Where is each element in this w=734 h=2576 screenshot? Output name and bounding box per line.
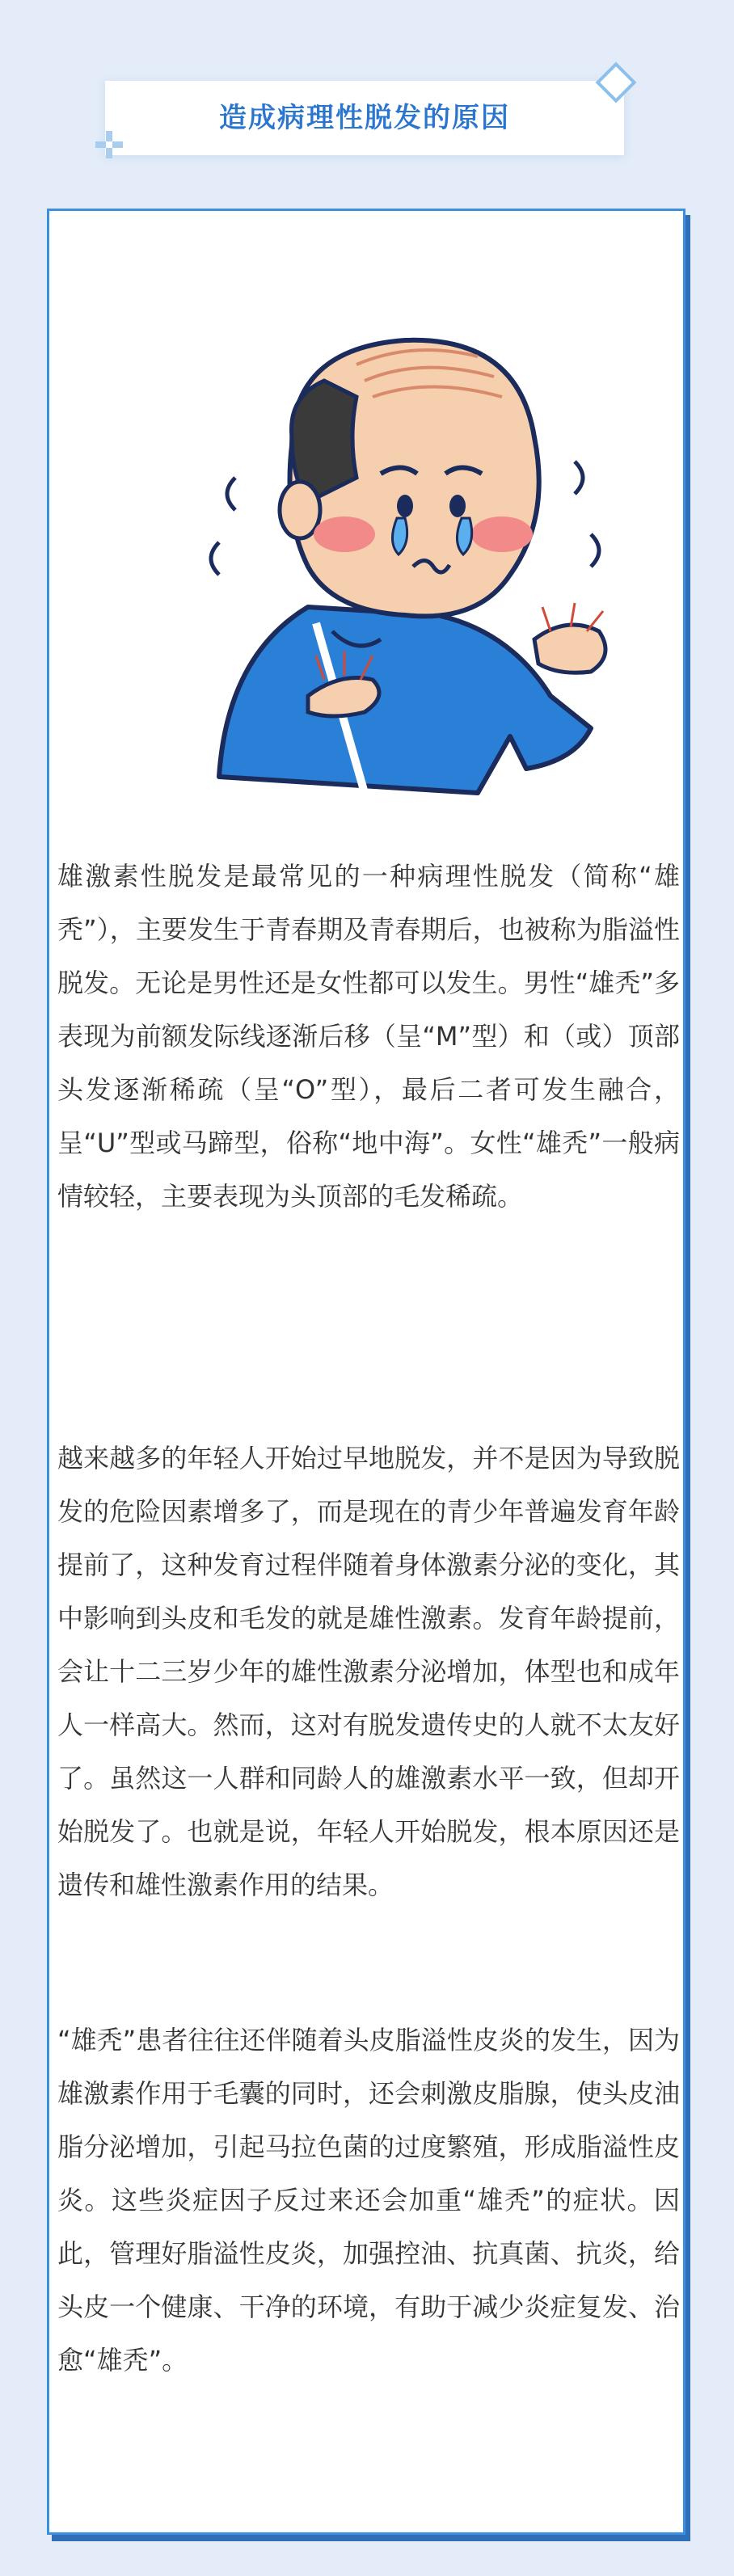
paragraph-androgenetic-alopecia: 雄激素性脱发是最常见的一种病理性脱发（简称“雄秃”），主要发生于青春期及青春期后，也被称为脂溢性脱发。无论是男性还是女性都可以发生。男性“雄秃”多表现为前额发际线逐渐后移（呈“M”型）和（或）顶部头发逐渐稀疏（呈“O”型），最后二者可发生融合，呈“U”型或马蹄型，俗称“地中海”。女性“雄秃”一般病情较轻，主要表现为头顶部的毛发稀疏。 (57, 861, 680, 1212)
paragraph-young-people-hair-loss: 越来越多的年轻人开始过早地脱发，并不是因为导致脱发的危险因素增多了，而是现在的青少年普遍发育年龄提前了，这种发育过程伴随着身体激素分泌的变化，其中影响到头皮和毛发的就是雄性激素。发育年龄提前，会让十二三岁少年的雄性激素分泌增加，体型也和成年人一样高大。然而，这对有脱发遗传史的人就不太友好了。虽然这一人群和同龄人的雄激素水平一致，但却开始脱发了。也就是说，年轻人开始脱发，根本原因还是遗传和雄性激素作用的结果。 (57, 1443, 680, 1900)
crying-balding-man-illustration (171, 276, 656, 825)
page-title: 造成病理性脱发的原因 (219, 102, 510, 134)
article-card (47, 209, 685, 2535)
sparkle-decoration-icon (94, 129, 124, 160)
paragraph-seborrheic-dermatitis: “雄秃”患者往往还伴随着头皮脂溢性皮炎的发生，因为雄激素作用于毛囊的同时，还会刺激皮脂腺，使头皮油脂分泌增加，引起马拉色菌的过度繁殖，形成脂溢性皮炎。这些炎症因子反过来还会加重“雄秃”的症状。因此，管理好脂溢性皮炎，加强控油、抗真菌、抗炎，给头皮一个健康、干净的环境，有助于减少炎症复发、治愈“雄秃”。 (57, 2025, 680, 2376)
title-banner (105, 81, 624, 155)
